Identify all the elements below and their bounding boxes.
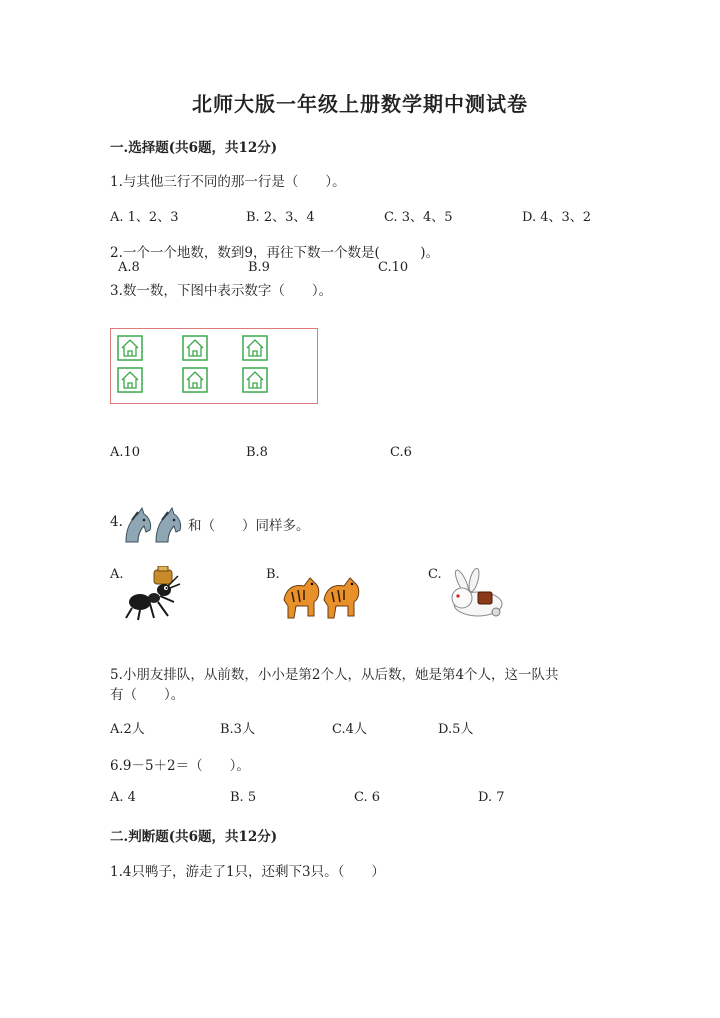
q1-option-a[interactable]: A. 1、2、3 [110,210,179,225]
section-2-heading: 二.判断题(共6题，共12分) [110,829,278,845]
house-icon [182,335,208,361]
house-icon [117,367,143,393]
question-4-text: 和（ ）同样多。 [188,518,310,534]
q5-option-c[interactable]: C.4人 [332,722,367,737]
q5-option-b[interactable]: B.3人 [220,722,255,737]
q2-option-a[interactable]: A.8 [118,260,140,275]
house-picture-frame [110,328,318,404]
q3-option-b[interactable]: B.8 [246,445,268,460]
tiger-icon [280,570,364,622]
q3-option-a[interactable]: A.10 [110,445,141,460]
question-2-text: 2.一个一个地数，数到9，再往下数一个数是( )。 [110,245,440,261]
q3-option-c[interactable]: C.6 [390,445,412,460]
horse-icon [122,506,186,544]
q2-option-c[interactable]: C.10 [378,260,409,275]
question-5-text-line1: 5.小朋友排队，从前数，小小是第2个人，从后数，她是第4个人，这一队共 [110,667,559,683]
q4-option-c[interactable]: C. [428,567,442,582]
house-icon [242,335,268,361]
q6-option-d[interactable]: D. 7 [478,790,505,805]
q5-option-d[interactable]: D.5人 [438,722,474,737]
judge-question-1-text: 1.4只鸭子，游走了1只，还剩下3只。（ ） [110,864,385,880]
q5-option-a[interactable]: A.2人 [110,722,145,737]
q4-option-b[interactable]: B. [266,567,280,582]
q6-option-b[interactable]: B. 5 [230,790,257,805]
house-icon [242,367,268,393]
q6-option-c[interactable]: C. 6 [354,790,381,805]
question-4-number: 4. [110,514,123,530]
question-1-text: 1.与其他三行不同的那一行是（ ）。 [110,174,346,190]
question-5-text-line2: 有（ ）。 [110,687,185,703]
house-icon [117,335,143,361]
q1-option-d[interactable]: D. 4、3、2 [522,210,592,225]
q1-option-b[interactable]: B. 2、3、4 [246,210,315,225]
ant-icon [124,566,184,622]
question-3-text: 3.数一数，下图中表示数字（ ）。 [110,283,333,299]
q2-option-b[interactable]: B.9 [248,260,270,275]
question-6-text: 6.9－5＋2＝（ ）。 [110,758,250,774]
q4-option-a[interactable]: A. [110,567,124,582]
q1-option-c[interactable]: C. 3、4、5 [384,210,453,225]
rabbit-icon [444,568,508,620]
q6-option-a[interactable]: A. 4 [110,790,136,805]
house-icon [182,367,208,393]
section-1-heading: 一.选择题(共6题，共12分) [110,140,278,156]
page-title: 北师大版一年级上册数学期中测试卷 [192,92,528,116]
